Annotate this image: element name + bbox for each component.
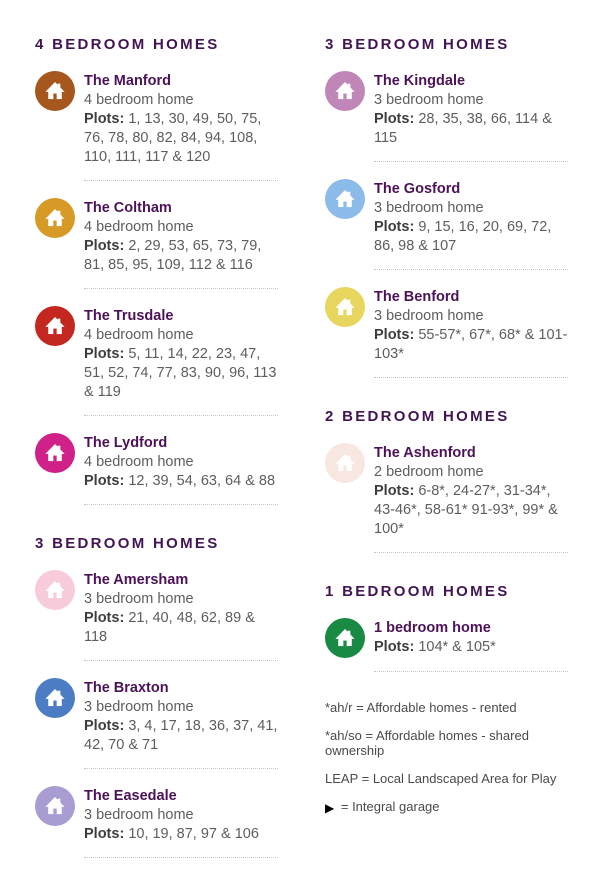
legend-item-the-ashenford [325, 443, 568, 539]
plots-label: Plots: [84, 826, 125, 842]
plots-values: 104* & 105* [418, 639, 496, 655]
home-name: The Trusdale [84, 308, 174, 324]
house-icon [35, 678, 75, 718]
section-3-bedroom-homes-right [325, 36, 568, 378]
divider [84, 768, 278, 769]
home-name: The Amersham [84, 572, 189, 588]
plots-values: 6-8*, 24-27*, 31-34*, 43-46*, 58-61* 91-93*, 99* & 100* [374, 483, 558, 537]
house-icon [35, 433, 75, 473]
legend-item-the-lydford [35, 433, 278, 491]
home-type: 3 bedroom home [84, 807, 194, 823]
plots-values: 12, 39, 54, 63, 64 & 88 [128, 473, 276, 489]
home-type: 4 bedroom home [84, 219, 194, 235]
section-heading: 4 BEDROOM HOMES [35, 36, 220, 53]
home-plots [374, 482, 568, 539]
plots-values: 1, 13, 30, 49, 50, 75, 76, 78, 80, 82, 84, 94, 108, 110, 111, 117 & 120 [84, 111, 262, 165]
legend-column-right [325, 36, 568, 875]
footnote-affordable-rented: *ah/r = Affordable homes - rented [325, 700, 517, 715]
divider [84, 504, 278, 505]
divider [84, 288, 278, 289]
plots-values: 9, 15, 16, 20, 69, 72, 86, 98 & 107 [374, 219, 552, 254]
plots-values: 3, 4, 17, 18, 36, 37, 41, 42, 70 & 71 [84, 718, 278, 753]
home-type: 2 bedroom home [374, 464, 484, 480]
home-plots [84, 345, 278, 402]
house-icon [325, 287, 365, 327]
home-name: The Kingdale [374, 73, 466, 89]
plots-label: Plots: [84, 718, 125, 734]
integral-garage-triangle-icon: ▶ [325, 801, 335, 815]
plots-label: Plots: [84, 346, 125, 362]
home-plots [84, 609, 278, 647]
home-plots [84, 472, 278, 491]
legend-item-the-trusdale [35, 306, 278, 402]
home-plots [84, 237, 278, 275]
section-4-bedroom-homes [35, 36, 278, 505]
home-type: 3 bedroom home [84, 591, 194, 607]
house-icon [325, 443, 365, 483]
divider [374, 552, 568, 553]
house-icon [35, 198, 75, 238]
legend-column-left [35, 36, 278, 875]
home-type: 3 bedroom home [84, 699, 194, 715]
divider [374, 269, 568, 270]
plots-label: Plots: [374, 111, 415, 127]
home-name: The Gosford [374, 181, 461, 197]
legend-item-the-coltham [35, 198, 278, 275]
legend-item-the-easedale [35, 786, 278, 844]
plots-values: 21, 40, 48, 62, 89 & 118 [84, 610, 255, 645]
divider [84, 857, 278, 858]
divider [84, 660, 278, 661]
home-plots [374, 110, 568, 148]
plots-values: 10, 19, 87, 97 & 106 [128, 826, 259, 842]
house-icon [35, 71, 75, 111]
section-1-bedroom-homes [325, 583, 568, 672]
home-type: 4 bedroom home [84, 92, 194, 108]
legend-item-the-manford [35, 71, 278, 167]
house-icon [35, 306, 75, 346]
home-plots [374, 638, 568, 657]
home-type: 4 bedroom home [84, 327, 194, 343]
footnote-integral-garage [325, 799, 568, 816]
plots-label: Plots: [374, 483, 415, 499]
plots-label: Plots: [374, 219, 415, 235]
home-name: The Braxton [84, 680, 169, 696]
plots-values: 55-57*, 67*, 68* & 101-103* [374, 327, 568, 362]
divider [84, 415, 278, 416]
legend-item-the-amersham [35, 570, 278, 647]
home-type: 4 bedroom home [84, 454, 194, 470]
house-icon [325, 618, 365, 658]
footnotes [325, 700, 568, 816]
footnote-affordable-shared-ownership: *ah/so = Affordable homes - shared ownership [325, 728, 529, 758]
home-plots [84, 717, 278, 755]
plots-label: Plots: [84, 111, 125, 127]
footnote-integral-garage-text: = Integral garage [340, 799, 440, 814]
home-plots [84, 110, 278, 167]
legend-item-1-bedroom-home [325, 618, 568, 658]
home-plots [84, 825, 278, 844]
house-icon [35, 570, 75, 610]
home-type: 3 bedroom home [374, 200, 484, 216]
section-2-bedroom-homes [325, 408, 568, 553]
plots-label: Plots: [84, 610, 125, 626]
house-icon [325, 179, 365, 219]
house-icon [35, 786, 75, 826]
home-plots [374, 326, 568, 364]
home-name: 1 bedroom home [374, 620, 491, 636]
section-heading: 2 BEDROOM HOMES [325, 408, 510, 425]
home-name: The Benford [374, 289, 460, 305]
legend-item-the-kingdale [325, 71, 568, 148]
divider [374, 161, 568, 162]
legend-item-the-benford [325, 287, 568, 364]
home-name: The Ashenford [374, 445, 476, 461]
section-heading: 3 BEDROOM HOMES [35, 535, 220, 552]
home-name: The Easedale [84, 788, 177, 804]
home-name: The Manford [84, 73, 171, 89]
section-heading: 3 BEDROOM HOMES [325, 36, 510, 53]
section-3-bedroom-homes-left [35, 535, 278, 858]
section-heading: 1 BEDROOM HOMES [325, 583, 510, 600]
divider [374, 671, 568, 672]
plots-label: Plots: [84, 473, 125, 489]
divider [374, 377, 568, 378]
home-plots [374, 218, 568, 256]
plots-values: 28, 35, 38, 66, 114 & 115 [374, 111, 552, 146]
home-type: 3 bedroom home [374, 92, 484, 108]
footnote-leap: LEAP = Local Landscaped Area for Play [325, 771, 557, 786]
house-icon [325, 71, 365, 111]
divider [84, 180, 278, 181]
legend-item-the-braxton [35, 678, 278, 755]
legend-item-the-gosford [325, 179, 568, 256]
home-name: The Lydford [84, 435, 168, 451]
plots-values: 2, 29, 53, 65, 73, 79, 81, 85, 95, 109, 112 & 116 [84, 238, 262, 273]
plots-label: Plots: [84, 238, 125, 254]
plots-values: 5, 11, 14, 22, 23, 47, 51, 52, 74, 77, 83, 90, 96, 113 & 119 [84, 346, 277, 400]
plots-label: Plots: [374, 639, 415, 655]
home-name: The Coltham [84, 200, 172, 216]
plots-label: Plots: [374, 327, 415, 343]
home-type: 3 bedroom home [374, 308, 484, 324]
